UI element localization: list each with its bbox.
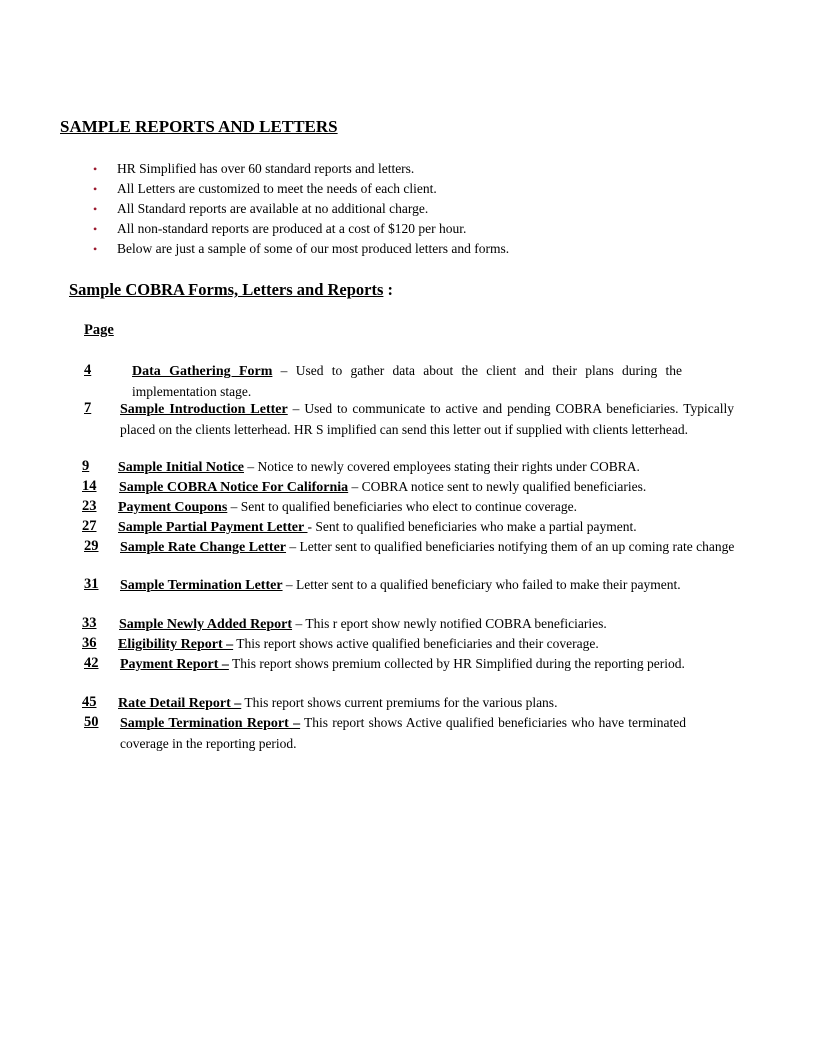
entry-description: [132, 361, 682, 401]
bullet-text: HR Simplified has over 60 standard reports and letters.: [117, 161, 415, 176]
bullet-icon: •: [93, 162, 98, 176]
entry-description: [118, 497, 738, 518]
bullet-text: All Letters are customized to meet the needs of each client.: [117, 181, 437, 196]
entry-description: [118, 634, 738, 655]
entry-page-number: 9: [82, 458, 90, 474]
entry-text: – Used to gather data about the client and their plans during the implementation stage.: [132, 363, 682, 399]
entry-title: Eligibility Report –: [118, 637, 234, 652]
entry-description: [118, 693, 738, 714]
page-heading: SAMPLE REPORTS AND LETTERS: [60, 117, 338, 136]
entry-description: [120, 575, 700, 596]
entry-title: Data Gathering Form: [132, 364, 273, 379]
section-heading: [69, 280, 393, 300]
bullet-item: [0, 219, 816, 239]
bullet-icon: •: [93, 222, 98, 236]
entry-title: Sample Initial Notice: [118, 460, 244, 475]
entry-page-number: 33: [82, 615, 97, 631]
entry-description: [118, 517, 738, 538]
entry-description: [119, 477, 739, 498]
entry-title: Payment Coupons: [118, 500, 228, 515]
entry-page-number: 4: [84, 362, 92, 378]
bullet-text: Below are just a sample of some of our most produced letters and forms.: [117, 241, 510, 256]
entry-title: Sample Rate Change Letter: [120, 540, 287, 555]
entry-text: – Notice to newly covered employees stating their rights under COBRA.: [244, 459, 640, 474]
entry-title: Sample Termination Letter: [120, 578, 283, 593]
bullet-item: [0, 239, 816, 259]
entry-text: This report shows active qualified beneficiaries and their coverage.: [233, 636, 599, 651]
entry-description: [119, 614, 739, 635]
entry-page-number: 31: [84, 576, 99, 592]
entry-text: – Used to communicate to active and pending COBRA beneficiaries. Typically placed on the clients letterhead. HR S implified can send this letter out if supplied with clients letterhead.: [120, 401, 735, 437]
entry-text: This report shows premium collected by HR Simplified during the reporting period.: [228, 656, 685, 671]
entry-page-number: 23: [82, 498, 97, 514]
entry-page-number: 7: [84, 400, 92, 416]
entry-text: This report shows Active qualified beneficiaries who have terminated coverage in the reporting period.: [120, 715, 686, 751]
entry-description: [120, 654, 720, 675]
bullet-item: [0, 199, 816, 219]
bullet-list: [0, 159, 816, 259]
entry-text: – Sent to qualified beneficiaries who elect to continue coverage.: [227, 499, 578, 514]
entry-description: [120, 713, 686, 753]
entry-page-number: 14: [82, 478, 97, 494]
entry-page-number: 42: [84, 655, 99, 671]
entry-page-number: 27: [82, 518, 97, 534]
bullet-item: [0, 159, 816, 179]
bullet-icon: •: [93, 202, 98, 216]
entry-description: [120, 537, 748, 558]
entry-title: Rate Detail Report –: [118, 696, 242, 711]
section-heading-suffix: :: [383, 280, 394, 299]
section-heading-text: Sample COBRA Forms, Letters and Reports: [69, 280, 384, 299]
bullet-text: All Standard reports are available at no additional charge.: [117, 201, 429, 216]
entry-title: Payment Report –: [120, 657, 229, 672]
entry-title: Sample Introduction Letter: [120, 402, 288, 417]
entry-text: - Sent to qualified beneficiaries who make a partial payment.: [307, 519, 637, 534]
page-column-label: Page: [84, 322, 114, 338]
bullet-icon: •: [93, 242, 98, 256]
entry-text: – Letter sent to qualified beneficiaries notifying them of an up coming rate change: [286, 539, 735, 554]
entry-description: [118, 457, 738, 478]
entry-page-number: 45: [82, 694, 97, 710]
entry-title: Sample Partial Payment Letter: [118, 520, 308, 535]
bullet-text: All non-standard reports are produced at a cost of $120 per hour.: [117, 221, 467, 236]
entry-title: Sample COBRA Notice For California: [119, 480, 349, 495]
entry-page-number: 36: [82, 635, 97, 651]
entry-page-number: 29: [84, 538, 99, 554]
entry-page-number: 50: [84, 714, 99, 730]
bullet-icon: •: [93, 182, 98, 196]
entry-text: – Letter sent to a qualified beneficiary who failed to make their payment.: [282, 577, 681, 592]
entry-title: Sample Termination Report –: [120, 716, 301, 731]
entry-text: – This r eport show newly notified COBRA beneficiaries.: [292, 616, 607, 631]
entry-title: Sample Newly Added Report: [119, 617, 293, 632]
bullet-item: [0, 179, 816, 199]
entry-text: – COBRA notice sent to newly qualified beneficiaries.: [348, 479, 647, 494]
entry-description: [120, 399, 734, 439]
entry-text: This report shows current premiums for the various plans.: [241, 695, 558, 710]
